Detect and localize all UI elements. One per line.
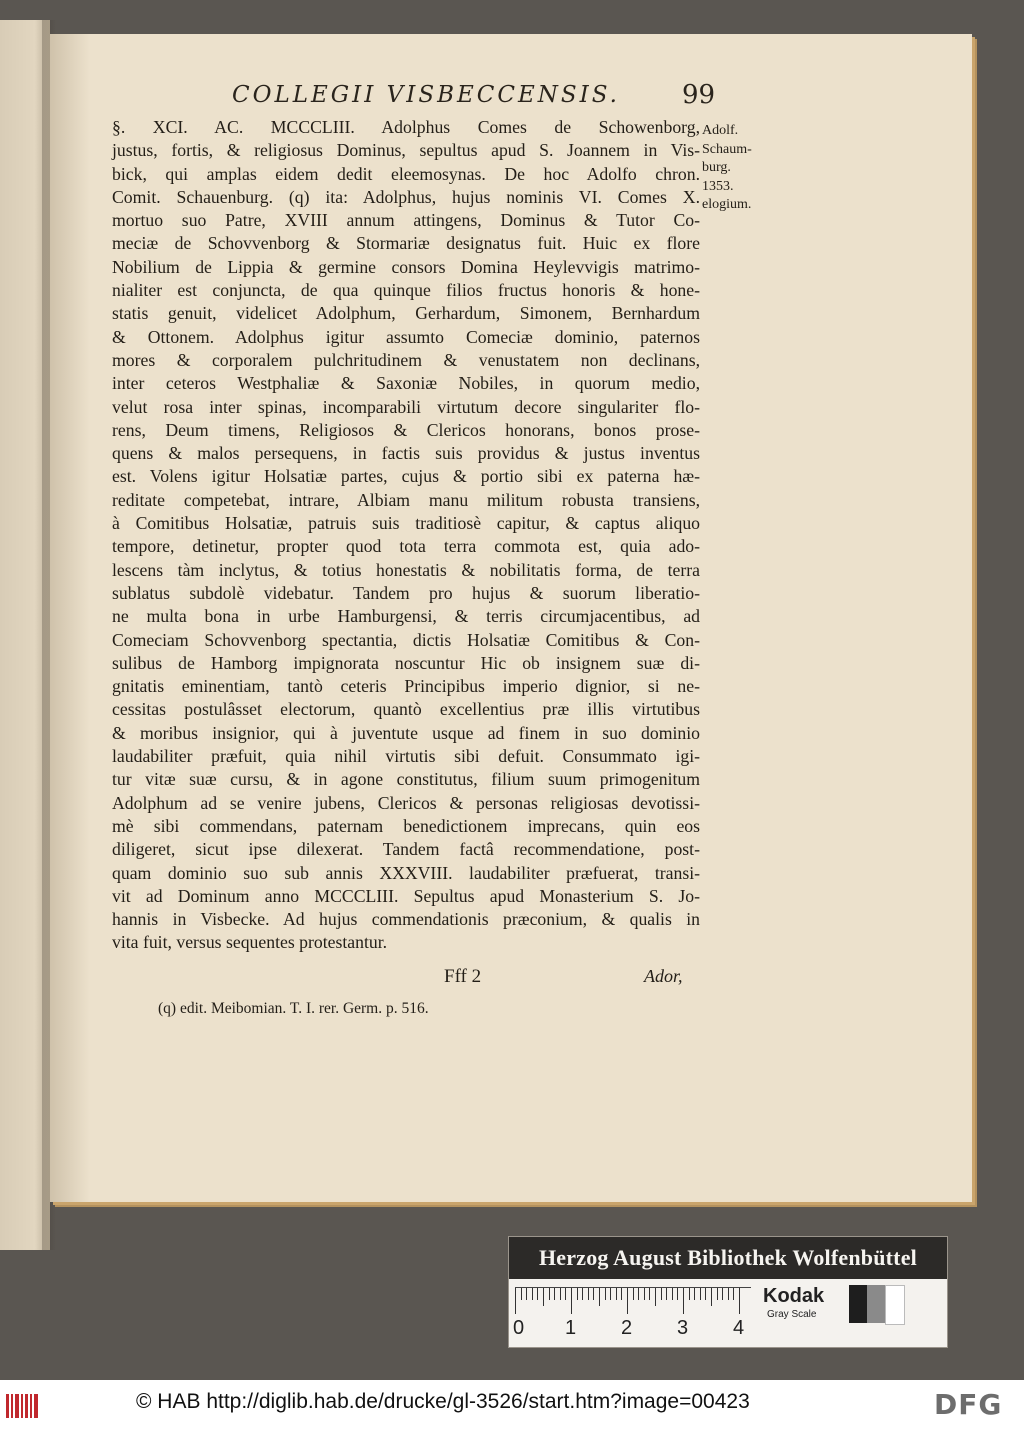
text-line: bick, qui amplas eidem dedit eleemosynas. De hoc Adolfo chron. — [112, 163, 700, 184]
text-line: quens & malos persequens, in factis suis providus & justus inventus — [112, 443, 700, 464]
scale-tick — [526, 1288, 527, 1300]
scale-tick — [722, 1288, 723, 1300]
book-page — [50, 34, 972, 1202]
text-line: à Comitibus Holsatiæ, patruis suis traditiosè capitur, & captus aliquo — [112, 513, 701, 534]
text-line: gnitatis eminentiam, tantò ceteris Principibus imperio dignior, si ne- — [112, 676, 700, 697]
scale-tick — [549, 1288, 550, 1300]
margin-note: Schaum- — [702, 141, 752, 157]
scale-tick — [627, 1288, 628, 1314]
text-line: sulibus de Hamborg impignorata noscuntur Hic ob insignem suæ di- — [112, 652, 700, 673]
scale-tick — [582, 1288, 583, 1300]
scale-tick — [621, 1288, 622, 1300]
text-line: & moribus insignior, qui à juventute usque ad finem in suo dominio — [112, 722, 700, 743]
text-line: justus, fortis, & religiosus Dominus, sepultus apud S. Joannem in Vis- — [112, 140, 701, 161]
scale-tick — [700, 1288, 701, 1300]
text-line: §. XCI. AC. MCCCLIII. Adolphus Comes de Schowenborg, — [112, 117, 700, 137]
scale-number: 1 — [565, 1317, 577, 1339]
scale-tick — [565, 1288, 566, 1300]
scale-tick — [605, 1288, 606, 1300]
scale-tick — [717, 1288, 718, 1300]
scale-tick — [644, 1288, 645, 1300]
text-line: reditate competebat, intrare, Albiam manu militum robusta transiens, — [112, 489, 700, 510]
scale-tick — [672, 1288, 673, 1300]
text-line: inter ceteros Westphaliæ & Saxoniæ Nobiles, in quorum medio, — [112, 373, 700, 394]
text-line: meciæ de Schovvenborg & Stormariæ designatus fuit. Huic ex flore — [112, 233, 701, 254]
scale-tick — [638, 1288, 639, 1300]
body-text — [112, 116, 700, 955]
scale-tick — [655, 1288, 656, 1306]
scale-tick — [694, 1288, 695, 1300]
text-line: rens, Deum timens, Religiosos & Clericos honorans, bonos prose- — [112, 419, 700, 440]
scale-number: 0 — [513, 1317, 525, 1339]
kodak-brand: Kodak — [763, 1285, 825, 1307]
footer-bar — [0, 1380, 1024, 1430]
text-line: ne multa bona in urbe Hamburgensi, & terris circumjacentibus, ad — [112, 606, 701, 627]
library-color-label — [508, 1236, 948, 1348]
text-line: velut rosa inter spinas, incomparabili virtutum decore singulariter flo- — [112, 396, 700, 417]
running-head: COLLEGII VISBECCENSIS. — [232, 82, 620, 108]
text-line: vit ad Dominum anno MCCCLIII. Sepultus apud Monasterium S. Jo- — [112, 885, 701, 906]
gray-patch-black — [849, 1285, 867, 1323]
text-line: Adolphum ad se venire jubens, Clericos & personas religiosas devotissi- — [112, 792, 700, 813]
text-line: tempore, detinetur, propter quod tota terra commota est, quia ado- — [112, 536, 701, 557]
scale-tick — [521, 1288, 522, 1300]
footnote: (q) edit. Meibomian. T. I. rer. Germ. p. 516. — [158, 1000, 429, 1017]
scale-tick — [560, 1288, 561, 1300]
scale-tick — [677, 1288, 678, 1300]
scale-tick — [616, 1288, 617, 1300]
margin-notes — [702, 122, 752, 215]
scale-tick — [577, 1288, 578, 1300]
scale-tick — [537, 1288, 538, 1300]
text-line: sublatus subdolè videbatur. Tandem pro hujus & suorum liberatio- — [112, 582, 701, 603]
scale-number: 3 — [677, 1317, 689, 1339]
margin-note: 1353. — [702, 178, 734, 194]
scale-tick — [588, 1288, 589, 1300]
text-line: cessitas postulâsset electorum, quantò excellentius præ illis virtutibus — [112, 699, 700, 720]
scale-tick — [728, 1288, 729, 1300]
hab-barcode-logo-icon — [6, 1392, 40, 1420]
gray-patch-white — [885, 1285, 905, 1325]
scale-tick — [705, 1288, 706, 1300]
text-line: Comit. Schauenburg. (q) ita: Adolphus, hujus nominis VI. Comes X. — [112, 186, 700, 207]
scale-tick — [599, 1288, 600, 1306]
scale-tick — [532, 1288, 533, 1300]
scale-number: 2 — [621, 1317, 633, 1339]
scale-tick — [593, 1288, 594, 1300]
scale-tick — [683, 1288, 684, 1314]
text-line: est. Volens igitur Holsatiæ partes, cujus & portio sibi ex paterna hæ- — [112, 466, 700, 487]
page-gutter-shade — [50, 34, 90, 1202]
text-line: laudabiliter præfuit, quia nihil virtutis sibi defuit. Consummato igi- — [112, 746, 701, 767]
scale-tick — [543, 1288, 544, 1306]
text-line: lescens tàm inclytus, & totius honestatis & nobilitatis forma, de terra — [112, 559, 701, 580]
scale-tick — [711, 1288, 712, 1306]
kodak-gray-scale: Gray Scale — [767, 1309, 817, 1320]
gray-scale-ruler — [515, 1287, 751, 1318]
scale-tick — [649, 1288, 650, 1300]
page-number: 99 — [682, 80, 716, 110]
scale-tick — [515, 1288, 516, 1314]
scale-tick — [661, 1288, 662, 1300]
text-line: vita fuit, versus sequentes protestantur. — [112, 932, 388, 953]
margin-note: Adolf. — [702, 123, 739, 138]
text-line: Nobilium de Lippia & germine consors Domina Heylevvigis matrimo- — [112, 256, 700, 277]
text-line: hannis in Visbecke. Ad hujus commendationis præconium, & qualis in — [112, 909, 700, 930]
text-line: tur vitæ suæ cursu, & in agone constitutus, filium suum primogenitum — [112, 769, 700, 790]
margin-note: elogium. — [702, 197, 752, 213]
gray-patch-mid — [867, 1285, 885, 1323]
text-line: & Ottonem. Adolphus igitur assumto Comeciæ dominio, paternos — [112, 326, 700, 347]
text-line: mores & corporalem pulchritudinem & venustatem non declinans, — [112, 349, 701, 370]
scale-tick — [733, 1288, 734, 1300]
text-line: statis genuit, videlicet Adolphum, Gerhardum, Simonem, Bernhardum — [112, 303, 700, 324]
scale-tick — [610, 1288, 611, 1300]
copyright-url[interactable]: © HAB http://diglib.hab.de/drucke/gl-3526/start.htm?image=00423 — [136, 1390, 750, 1413]
text-line: nialiter est conjuncta, de qua quinque filios fructus honoris & hone- — [112, 280, 701, 301]
text-line: diligeret, sicut ipse dilexerat. Tandem factâ recommendatione, post- — [112, 839, 700, 860]
scale-tick — [666, 1288, 667, 1300]
scale-tick — [554, 1288, 555, 1300]
text-line: mè sibi commendans, paternam benedictionem imprecans, quin eos — [112, 815, 701, 836]
text-line: mortuo suo Patre, XVIII annum attingens, Dominus & Tutor Co- — [112, 210, 700, 231]
scale-tick — [739, 1288, 740, 1314]
text-line: Comeciam Schovvenborg spectantia, dictis Holsatiæ Comitibus & Con- — [112, 629, 701, 650]
text-line: quam dominio suo sub annis XXXVIII. laudabiliter præfuerat, transi- — [112, 862, 701, 883]
library-name: Herzog August Bibliothek Wolfenbüttel — [509, 1237, 947, 1279]
margin-note: burg. — [702, 160, 731, 176]
scale-tick — [571, 1288, 572, 1314]
scale-tick — [633, 1288, 634, 1300]
signature-mark: Fff 2 — [444, 966, 482, 987]
scale-number: 4 — [733, 1317, 745, 1339]
catchword: Ador, — [644, 966, 683, 986]
dfg-logo: DFG — [934, 1388, 1003, 1421]
scale-tick — [689, 1288, 690, 1300]
